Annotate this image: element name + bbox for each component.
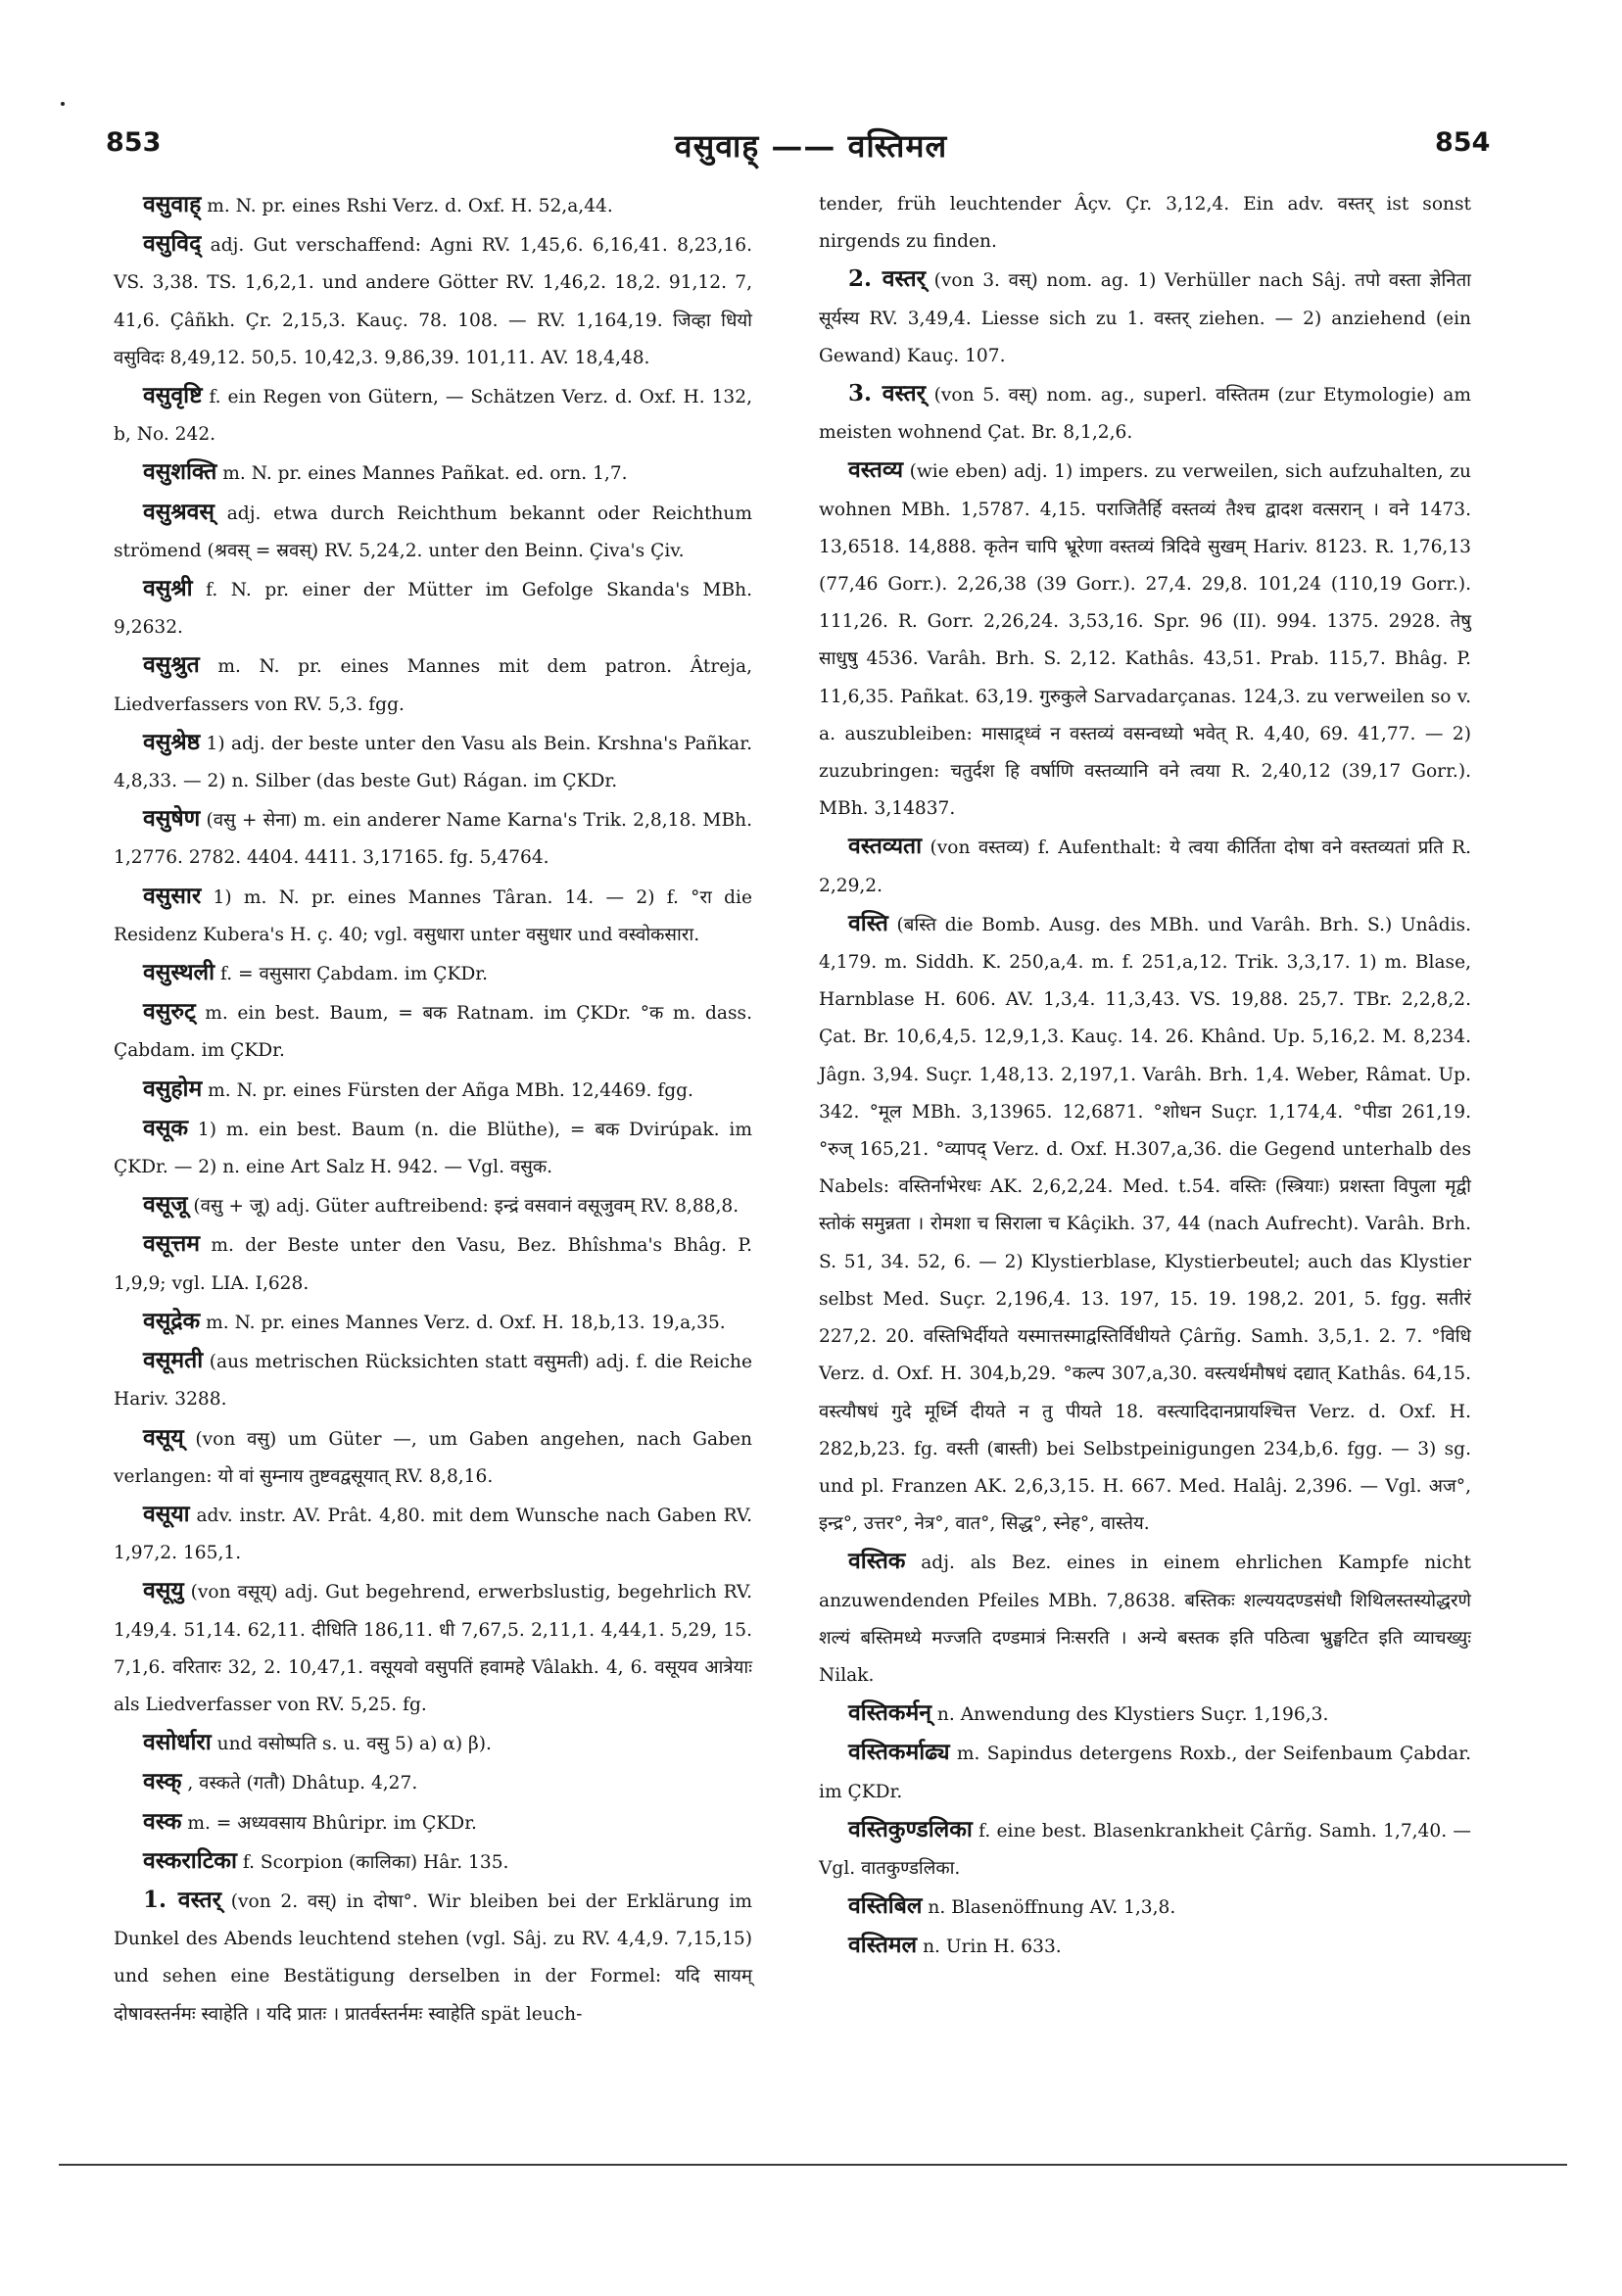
dictionary-entry xyxy=(114,1842,752,1882)
dictionary-entry xyxy=(114,1803,752,1842)
entry-text: (von वस्तव्य) f. Aufenthalt: ये त्वया कीर्तिता दोषा वने वस्तव्यतां प्रति R. 2,29,2. xyxy=(819,837,1471,896)
dictionary-entry xyxy=(114,225,752,377)
entry-text: f. eine best. Blasenkrankheit Çârñg. Samh. 1,7,40. — Vgl. वातकुण्डलिका. xyxy=(819,1820,1471,1879)
page-number-left: 853 xyxy=(106,127,162,158)
entry-text: adv. instr. AV. Prât. 4,80. mit dem Wunsche nach Gaben RV. 1,97,2. 165,1. xyxy=(114,1505,752,1564)
running-head: वसुवाह् —— वस्तिमल xyxy=(674,127,948,165)
entry-text: adj. als Bez. eines in einem ehrlichen Kampfe nicht anzuwendenden Pfeiles MBh. 7,8638. बस्तिकः शल्ययदण्डसंधौ शिथिलस्तस्योद्धरणे शल्यं बस्तिमध्ये मज्जति दण्डमात्रं निःसरति । अन्ये बस्तक इति पठित्वा भ्रुङ्घटित इति व्याचख्युः Nilak. xyxy=(819,1553,1471,1686)
entry-headword: वसुवाह् xyxy=(143,191,202,217)
entry-text: (aus metrischen Rücksichten statt वसुमती) adj. f. die Reiche Hariv. 3288. xyxy=(114,1352,752,1411)
entry-text: (वसु + जू) adj. Güter auftreibend: इन्द्रं वसवानं वसूजुवम् RV. 8,88,8. xyxy=(187,1196,739,1218)
dictionary-entry xyxy=(819,1695,1471,1734)
dictionary-entry xyxy=(114,993,752,1070)
dictionary-entry xyxy=(819,1811,1471,1888)
dictionary-entry xyxy=(114,1572,752,1724)
dictionary-entry xyxy=(819,186,1471,261)
entry-text: m. N. pr. eines Fürsten der Añga MBh. 12,4469. fgg. xyxy=(202,1079,693,1101)
entry-text: tender, früh leuchtender Âçv. Çr. 3,12,4. Ein adv. वस्तर् ist sonst nirgends zu finden. xyxy=(819,194,1471,253)
entry-text: (von 3. वस्) nom. ag. 1) Verhüller nach Sâj. तपो वस्ता ज्ञेनिता सूर्यस्य RV. 3,49,4. Liesse sich zu 1. वस्तर् ziehen. — 2) anziehend (ein Gewand) Kauç. 107. xyxy=(819,270,1471,366)
dictionary-entry xyxy=(819,1543,1471,1695)
entry-text: m. N. pr. eines Rshi Verz. d. Oxf. H. 52,a,44. xyxy=(201,196,613,216)
entry-text: f. ein Regen von Gütern, — Schätzen Verz. d. Oxf. H. 132, b, No. 242. xyxy=(114,387,752,446)
entry-headword: वस्तिमल xyxy=(848,1932,918,1959)
dictionary-entry xyxy=(819,1927,1471,1966)
entry-text: f. Scorpion (कालिका) Hâr. 135. xyxy=(236,1851,509,1873)
dictionary-entry xyxy=(819,905,1471,1543)
entry-text: m. N. pr. eines Mannes mit dem patron. Âtreja, Liedverfassers von RV. 5,3. fgg. xyxy=(114,656,752,715)
entry-headword: वस्तिकर्माढ्य xyxy=(848,1739,950,1766)
entry-headword: वसुश्रुत xyxy=(143,651,200,679)
entry-headword: वसुवृष्टि xyxy=(143,382,203,409)
dictionary-entry xyxy=(114,1763,752,1802)
entry-text: (von वसु) um Güter —, um Gaben angehen, nach Gaben verlangen: यो वां सुम्नाय तुष्टवद्वसूयात् RV. 8,8,16. xyxy=(114,1428,752,1487)
dictionary-entry xyxy=(114,570,752,646)
entry-text: 1) adj. der beste unter den Vasu als Bein. Krshna's Pañkar. 4,8,33. — 2) n. Silber (das beste Gut) Rágan. im ÇKDr. xyxy=(114,733,752,792)
left-column xyxy=(114,186,752,2033)
dictionary-entry xyxy=(819,261,1471,375)
dictionary-entry xyxy=(819,828,1471,904)
dictionary-entry xyxy=(819,1734,1471,1810)
dictionary-entry xyxy=(114,1303,752,1342)
entry-headword: वसोर्धारा xyxy=(143,1729,212,1756)
entry-text: 1) m. N. pr. eines Mannes Târan. 14. — 2) f. °रा die Residenz Kubera's H. ç. 40; vgl. वसुधारा unter वसुधार und वस्वोकसारा. xyxy=(114,886,752,945)
entry-headword: 3. वस्तर् xyxy=(848,380,927,407)
entry-text: (von वसूय्) adj. Gut begehrend, erwerbslustig, begehrlich RV. 1,49,4. 51,14. 62,11. दीधिति 186,11. धी 7,67,5. 2,11,1. 4,44,1. 5,29, 15. 7,1,6. वरितारः 32, 2. 10,47,1. वसूयवो वसुपतिं हवामहे Vâlakh. 4, 6. वसूयव आत्रेयाः als Liedverfasser von RV. 5,25. fg. xyxy=(114,1582,752,1715)
entry-headword: वसूद्रेक xyxy=(143,1307,201,1334)
entry-headword: वसूत्तम xyxy=(143,1230,200,1258)
dictionary-entry xyxy=(114,878,752,954)
right-column xyxy=(819,186,1471,1967)
dictionary-entry xyxy=(114,1342,752,1418)
entry-headword: 1. वस्तर् xyxy=(143,1886,222,1913)
entry-headword: वसुरुट् xyxy=(143,998,196,1026)
dictionary-entry xyxy=(819,375,1471,452)
entry-text: (बस्ति die Bomb. Ausg. des MBh. und Varâh. Brh. S.) Unâdis. 4,179. m. Siddh. K. 250,a,4. m. f. 251,a,12. Trik. 3,3,17. 1) m. Blase, Harnblase H. 606. AV. 1,3,4. 11,3,43. VS. 19,88. 25,7. TBr. 2,2,8,2. Çat. Br. 10,6,4,5. 12,9,1,3. Kauç. 14. 26. Khând. Up. 5,16,2. M. 8,234. Jâgn. 3,94. Suçr. 1,48,13. 2,197,1. Varâh. Brh. 1,4. Weber, Râmat. Up. 342. °मूल MBh. 3,13965. 12,6871. °शोधन Suçr. 1,174,4. °पीडा 261,19. °रुज् 165,21. °व्यापद् Verz. d. Oxf. H.307,a,36. die Gegend unterhalb des Nabels: वस्तिर्नाभेरधः AK. 2,6,2,24. Med. t.54. वस्तिः (स्त्रियाः) प्रशस्ता विपुला मृद्वी स्तोकं समुन्नता । रोमशा च सिराला च Kâçikh. 37, 44 (nach Aufrecht). Varâh. Brh. S. 51, 34. 52, 6. — 2) Klystierblase, Klystierbeutel; auch das Klystier selbst Med. Suçr. 2,196,4. 13. 197, 15. 19. 198,2. 201, 5. fgg. सतीरं 227,2. 20. वस्तिभिर्दीयते यस्मात्तस्माद्वस्तिर्विधीयते Çârñg. Samh. 3,5,1. 2. 7. °विधि Verz. d. Oxf. H. 304,b,29. °कल्प 307,a,30. वस्त्यर्थमौषधं दद्यात् Kathâs. 64,15. वस्त्यौषधं गुदे मूर्ध्नि दीयते न तु पीयते 18. वस्त्यादिदानप्रायश्चित्त Verz. d. Oxf. H. 282,b,23. fg. वस्ती (बास्ती) bei Selbstpeinigungen 234,b,6. fgg. — 3) sg. und pl. Franzen AK. 2,6,3,15. H. 667. Med. Halâj. 2,396. — Vgl. अज°, इन्द्र°, उत्तर°, नेत्र°, वात°, सिद्ध°, स्नेह°, वास्तेय. xyxy=(819,914,1471,1535)
entry-headword: वसुश्रेष्ठ xyxy=(143,728,201,755)
entry-text: (von 5. वस्) nom. ag., superl. वस्तितम (zur Etymologie) am meisten wohnend Çat. Br. 8,1,2,6. xyxy=(819,385,1471,444)
dictionary-entry xyxy=(114,1882,752,2033)
entry-headword: वस्तव्य xyxy=(848,456,904,484)
dictionary-entry xyxy=(114,1419,752,1496)
entry-headword: वसुसार xyxy=(143,882,202,909)
entry-headword: वसुस्थली xyxy=(143,959,215,986)
entry-headword: वसूयु xyxy=(143,1577,184,1604)
dictionary-entry xyxy=(114,646,752,723)
entry-headword: वस्क् xyxy=(143,1768,182,1795)
entry-headword: वस्ति xyxy=(848,909,888,936)
entry-text: n. Blasenöffnung AV. 1,3,8. xyxy=(922,1897,1176,1919)
dictionary-entry xyxy=(114,1724,752,1763)
entry-text: f. N. pr. einer der Mütter im Gefolge Skanda's MBh. 9,2632. xyxy=(114,580,752,639)
entry-text: m. N. pr. eines Mannes Pañkat. ed. orn. 1,7. xyxy=(216,463,628,485)
dictionary-entry xyxy=(114,1225,752,1302)
entry-text: m. Sapindus detergens Roxb., der Seifenbaum Çabdar. im ÇKDr. xyxy=(819,1744,1471,1802)
dictionary-entry xyxy=(114,494,752,570)
entry-headword: वस्तव्यता xyxy=(848,833,923,860)
stray-dot xyxy=(61,102,65,106)
entry-headword: वसुश्रवस् xyxy=(143,498,215,525)
page-number-right: 854 xyxy=(1435,127,1491,158)
entry-text: m. der Beste unter den Vasu, Bez. Bhîshma's Bhâg. P. 1,9,9; vgl. LIA. I,628. xyxy=(114,1235,752,1294)
entry-headword: वस्तिक xyxy=(848,1548,906,1575)
dictionary-entry xyxy=(114,1110,752,1186)
entry-headword: वस्कराटिका xyxy=(143,1846,237,1874)
dictionary-entry xyxy=(114,1496,752,1572)
entry-text: m. ein best. Baum, = बक Ratnam. im ÇKDr. °क m. dass. Çabdam. im ÇKDr. xyxy=(114,1003,752,1062)
entry-headword: वसुहोम xyxy=(143,1075,203,1102)
entry-headword: वसुशक्ति xyxy=(143,458,217,486)
dictionary-entry xyxy=(114,454,752,493)
entry-headword: 2. वस्तर् xyxy=(848,265,927,293)
entry-text: 1) m. ein best. Baum (n. die Blüthe), = बक Dvirúpak. im ÇKDr. — 2) n. eine Art Salz H. 942. — Vgl. वसुक. xyxy=(114,1119,752,1178)
bottom-rule xyxy=(59,2164,1567,2166)
entry-headword: वसूमती xyxy=(143,1347,204,1374)
entry-text: , वस्कते (गतौ) Dhâtup. 4,27. xyxy=(181,1773,418,1794)
entry-headword: वसुश्री xyxy=(143,575,193,602)
entry-headword: वस्तिबिल xyxy=(848,1892,923,1920)
entry-text: (wie eben) adj. 1) impers. zu verweilen, sich aufzuhalten, zu wohnen MBh. 1,5787. 4,15. पराजितैर्हि वस्तव्यं तैश्च द्वादश वत्सरान् । वने 1473. 13,6518. 14,888. कृतेन चापि भ्रूरेणा वस्तव्यं त्रिदिवे सुखम् Hariv. 8123. R. 1,76,13 (77,46 Gorr.). 2,26,38 (39 Gorr.). 27,4. 29,8. 101,24 (110,19 Gorr.). 111,26. R. Gorr. 2,26,24. 3,53,16. Spr. 96 (II). 994. 1375. 2928. तेषु साधुषु 4536. Varâh. Brh. S. 2,12. Kathâs. 43,51. Prab. 115,7. Bhâg. P. 11,6,35. Pañkat. 63,19. गुरुकुले Sarvadarçanas. 124,3. zu verweilen so v. a. auszubleiben: मासाद्र्ध्वं न वस्तव्यं वसन्वध्यो भवेत् R. 4,40, 69. 41,77. — 2) zuzubringen: चतुर्दश हि वर्षाणि वस्तव्यानि वने त्वया R. 2,40,12 (39,17 Gorr.). MBh. 3,14837. xyxy=(819,461,1471,820)
entry-text: n. Anwendung des Klystiers Suçr. 1,196,3. xyxy=(931,1704,1329,1726)
entry-headword: वसूया xyxy=(143,1500,190,1527)
entry-text: m. = अध्यवसाय Bhûripr. im ÇKDr. xyxy=(181,1812,477,1834)
entry-text: f. = वसुसारा Çabdam. im ÇKDr. xyxy=(215,964,489,985)
dictionary-entry xyxy=(114,186,752,225)
dictionary-entry xyxy=(114,1071,752,1110)
dictionary-entry xyxy=(114,377,752,454)
entry-text: und वसोष्पति s. u. वसु 5) a) α) β). xyxy=(211,1734,492,1755)
entry-headword: वसूजू xyxy=(143,1191,188,1219)
entry-headword: वसुविद् xyxy=(143,230,202,258)
entry-headword: वसुषेण xyxy=(143,805,201,833)
dictionary-entry xyxy=(114,954,752,993)
entry-headword: वसूय् xyxy=(143,1423,184,1451)
entry-text: (वसु + सेना) m. ein anderer Name Karna's Trik. 2,8,18. MBh. 1,2776. 2782. 4404. 4411. 3,17165. fg. 5,4764. xyxy=(114,810,752,869)
entry-text: n. Urin H. 633. xyxy=(917,1937,1062,1958)
dictionary-entry xyxy=(819,452,1471,828)
entry-text: (von 2. वस्) in दोषा°. Wir bleiben bei der Erklärung im Dunkel des Abends leuchtend stehen (vgl. Sâj. zu RV. 4,4,9. 7,15,15) und sehen eine Bestätigung derselben in der Formel: यदि सायम् दोषावस्तर्नमः स्वाहेति । यदि प्रातः । प्रातर्वस्तर्नमः स्वाहेति spät leuch- xyxy=(114,1890,752,2025)
entry-headword: वस्तिकर्मन् xyxy=(848,1699,931,1727)
entry-text: m. N. pr. eines Mannes Verz. d. Oxf. H. 18,b,13. 19,a,35. xyxy=(200,1312,726,1333)
entry-headword: वस्क xyxy=(143,1807,182,1835)
entry-text: adj. etwa durch Reichthum bekannt oder Reichthum strömend (श्रवस् = स्रवस्) RV. 5,24,2. unter den Beinn. Çiva's Çiv. xyxy=(114,502,752,561)
dictionary-entry xyxy=(114,800,752,877)
entry-headword: वस्तिकुण्डलिका xyxy=(848,1815,973,1842)
entry-headword: वसूक xyxy=(143,1114,188,1141)
dictionary-entry xyxy=(819,1888,1471,1927)
dictionary-entry xyxy=(114,1186,752,1225)
entry-text: adj. Gut verschaffend: Agni RV. 1,45,6. 6,16,41. 8,23,16. VS. 3,38. TS. 1,6,2,1. und andere Götter RV. 1,46,2. 18,2. 91,12. 7, 41,6. Çâñkh. Çr. 2,15,3. Kauç. 78. 108. — RV. 1,164,19. जिव्हा धियो वसुविदः 8,49,12. 50,5. 10,42,3. 9,86,39. 101,11. AV. 18,4,48. xyxy=(114,235,752,368)
dictionary-entry xyxy=(114,724,752,800)
